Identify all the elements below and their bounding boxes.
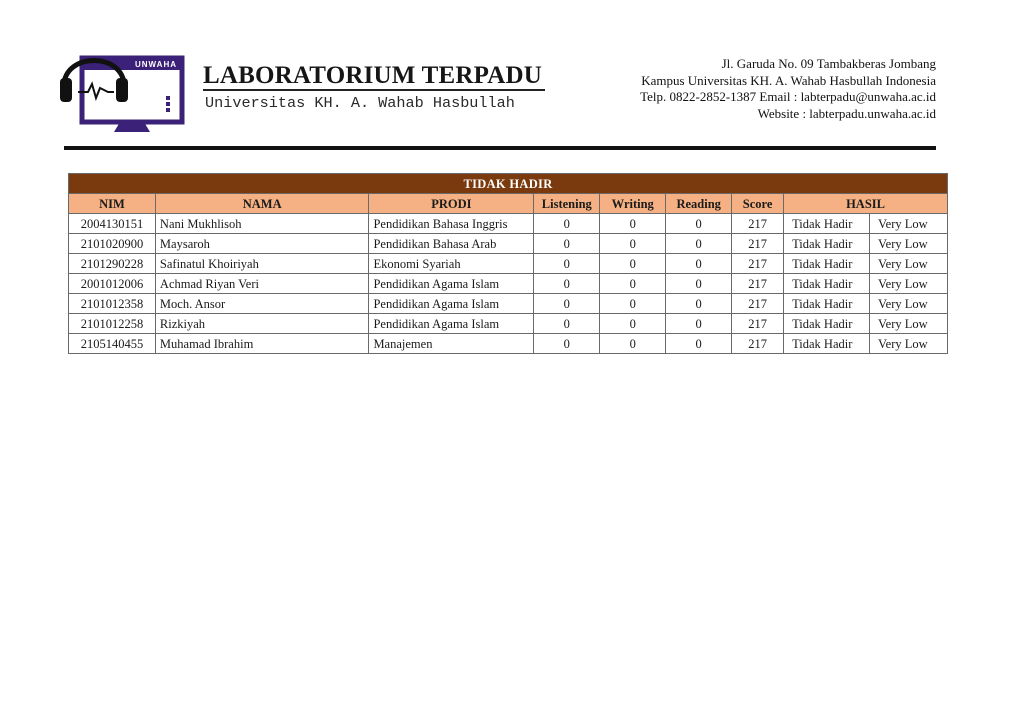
writing-cell: 0 (600, 234, 666, 254)
hasil-level-cell: Very Low (870, 294, 948, 314)
prodi-cell: Pendidikan Agama Islam (369, 314, 534, 334)
nama-cell: Rizkiyah (155, 314, 369, 334)
nim-cell: 2101290228 (69, 254, 156, 274)
reading-cell: 0 (666, 314, 732, 334)
table-row (69, 274, 948, 294)
nim-cell: 2004130151 (69, 214, 156, 234)
table-row (69, 234, 948, 254)
hasil-status-cell: Tidak Hadir (784, 214, 870, 234)
table-title-row (69, 174, 948, 194)
monitor-headphones-icon (58, 40, 188, 136)
hasil-status-cell: Tidak Hadir (784, 254, 870, 274)
prodi-cell: Manajemen (369, 334, 534, 354)
prodi-cell: Pendidikan Bahasa Inggris (369, 214, 534, 234)
nama-cell: Safinatul Khoiriyah (155, 254, 369, 274)
listening-cell: 0 (534, 334, 600, 354)
hasil-status-cell: Tidak Hadir (784, 294, 870, 314)
hasil-level-cell: Very Low (870, 334, 948, 354)
listening-cell: 0 (534, 214, 600, 234)
col-prodi: PRODI (369, 194, 534, 214)
hasil-status-cell: Tidak Hadir (784, 334, 870, 354)
col-nama: NAMA (155, 194, 369, 214)
header-divider (64, 146, 936, 150)
reading-cell: 0 (666, 254, 732, 274)
listening-cell: 0 (534, 234, 600, 254)
writing-cell: 0 (600, 254, 666, 274)
nama-cell: Moch. Ansor (155, 294, 369, 314)
listening-cell: 0 (534, 294, 600, 314)
prodi-cell: Pendidikan Bahasa Arab (369, 234, 534, 254)
hasil-level-cell: Very Low (870, 254, 948, 274)
prodi-cell: Pendidikan Agama Islam (369, 294, 534, 314)
col-nim: NIM (69, 194, 156, 214)
listening-cell: 0 (534, 274, 600, 294)
writing-cell: 0 (600, 274, 666, 294)
nim-cell: 2105140455 (69, 334, 156, 354)
score-cell: 217 (732, 314, 784, 334)
hasil-level-cell: Very Low (870, 274, 948, 294)
absent-students-table (68, 173, 948, 354)
section-title: TIDAK HADIR (69, 174, 948, 194)
hasil-status-cell: Tidak Hadir (784, 314, 870, 334)
writing-cell: 0 (600, 294, 666, 314)
table-body (69, 214, 948, 354)
unwaha-logo (58, 40, 188, 136)
score-cell: 217 (732, 274, 784, 294)
hasil-level-cell: Very Low (870, 314, 948, 334)
nim-cell: 2001012006 (69, 274, 156, 294)
writing-cell: 0 (600, 314, 666, 334)
col-hasil: HASIL (784, 194, 948, 214)
title-underline (203, 89, 545, 91)
score-cell: 217 (732, 254, 784, 274)
nama-cell: Achmad Riyan Veri (155, 274, 369, 294)
table-row (69, 254, 948, 274)
writing-cell: 0 (600, 334, 666, 354)
score-cell: 217 (732, 234, 784, 254)
address-block (640, 56, 936, 122)
nama-cell: Nani Mukhlisoh (155, 214, 369, 234)
lab-title: LABORATORIUM TERPADU (203, 62, 542, 89)
prodi-cell: Pendidikan Agama Islam (369, 274, 534, 294)
nama-cell: Maysaroh (155, 234, 369, 254)
col-reading: Reading (666, 194, 732, 214)
score-cell: 217 (732, 214, 784, 234)
hasil-status-cell: Tidak Hadir (784, 234, 870, 254)
score-cell: 217 (732, 334, 784, 354)
table-row (69, 314, 948, 334)
hasil-level-cell: Very Low (870, 214, 948, 234)
col-writing: Writing (600, 194, 666, 214)
listening-cell: 0 (534, 254, 600, 274)
score-cell: 217 (732, 294, 784, 314)
hasil-status-cell: Tidak Hadir (784, 274, 870, 294)
campus-line: Kampus Universitas KH. A. Wahab Hasbullah Indonesia (641, 72, 936, 88)
address-line: Jl. Garuda No. 09 Tambakberas Jombang (721, 56, 936, 71)
university-subtitle: Universitas KH. A. Wahab Hasbullah (205, 94, 515, 112)
hasil-level-cell: Very Low (870, 234, 948, 254)
listening-cell: 0 (534, 314, 600, 334)
col-score: Score (732, 194, 784, 214)
table-row (69, 214, 948, 234)
nim-cell: 2101012258 (69, 314, 156, 334)
col-listening: Listening (534, 194, 600, 214)
reading-cell: 0 (666, 294, 732, 314)
nim-cell: 2101012358 (69, 294, 156, 314)
prodi-cell: Ekonomi Syariah (369, 254, 534, 274)
table-header-row (69, 194, 948, 214)
nim-cell: 2101020900 (69, 234, 156, 254)
contact-line: Telp. 0822-2852-1387 Email : labterpadu@unwaha.ac.id (640, 89, 936, 104)
reading-cell: 0 (666, 214, 732, 234)
logo-text: UNWAHA (135, 60, 177, 69)
writing-cell: 0 (600, 214, 666, 234)
reading-cell: 0 (666, 274, 732, 294)
reading-cell: 0 (666, 334, 732, 354)
website-line: Website : labterpadu.unwaha.ac.id (757, 105, 936, 121)
reading-cell: 0 (666, 234, 732, 254)
table-row (69, 334, 948, 354)
table-row (69, 294, 948, 314)
nama-cell: Muhamad Ibrahim (155, 334, 369, 354)
